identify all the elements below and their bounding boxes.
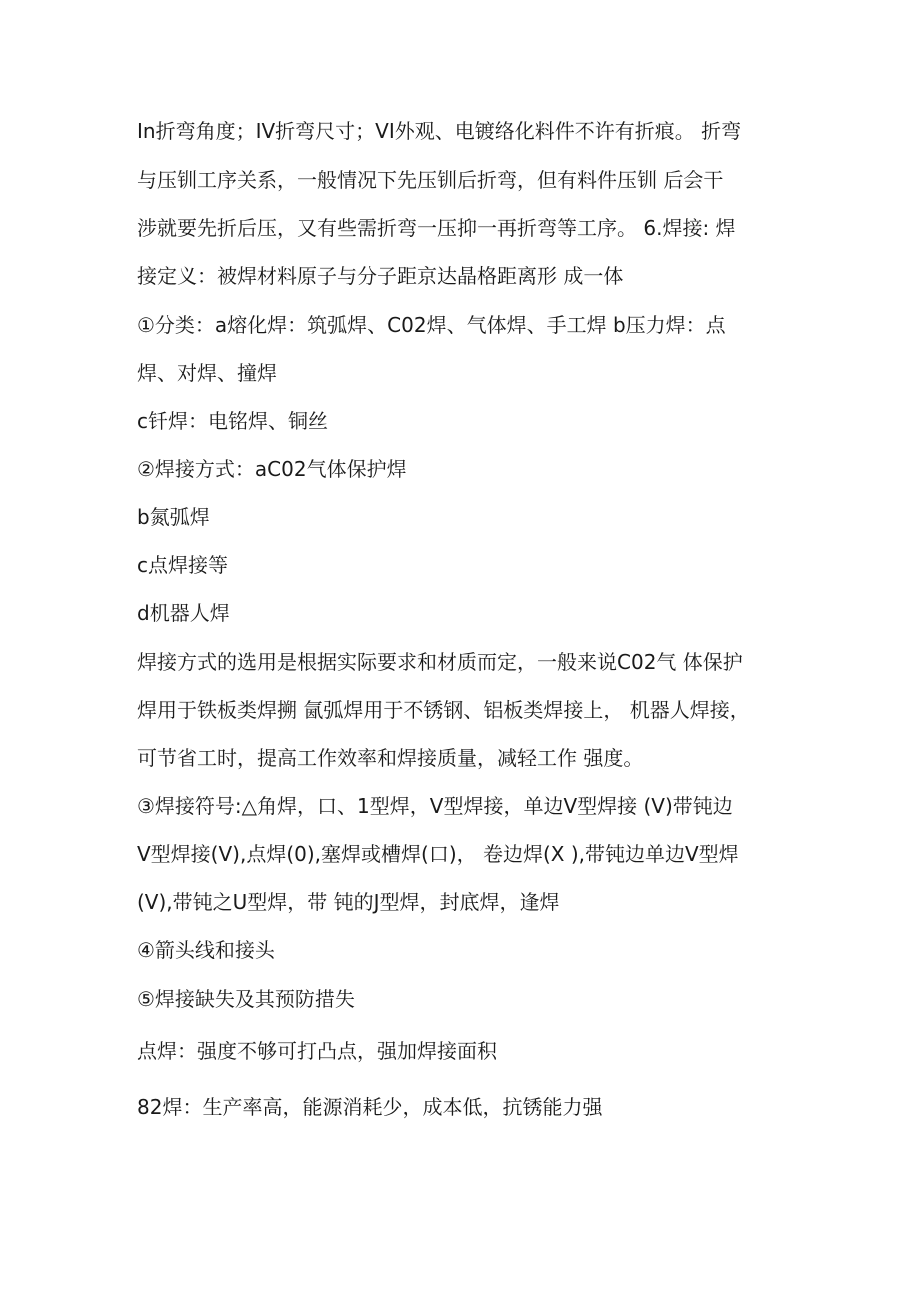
text-line: 涉就要先折后压，又有些需折弯一压抑一再折弯等工序。 6.焊接: 焊 [137, 216, 736, 240]
text-line: b氮弧焊 [137, 505, 210, 529]
text-line: 82焊：生产率高，能源消耗少，成本低，抗锈能力强 [137, 1095, 603, 1119]
text-line: 焊、对焊、撞焊 [137, 361, 277, 385]
text-line: ②焊接方式：aC02气体保护焊 [137, 457, 407, 481]
text-line: 焊用于铁板类焊搠 氤弧焊用于不锈钢、铝板类焊接上， 机器人焊接， [137, 698, 750, 722]
text-line: V型焊接(V),点焊(0),塞焊或槽焊(口)， 卷边焊(X ),带钝边单边V型焊 [137, 842, 739, 866]
text-line: 与压钏工序关系，一般情况下先压钏后折弯，但有料件压钏 后会干 [137, 168, 724, 192]
text-line: c钎焊：电铭焊、铜丝 [137, 409, 328, 433]
text-line: 点焊：强度不够可打凸点，强加焊接面积 [137, 1039, 497, 1063]
text-line: ⑤焊接缺失及其预防措失 [137, 987, 355, 1011]
text-line: ③焊接符号:△角焊，口、1型焊，V型焊接，单边V型焊接 (V)带钝边 [137, 794, 733, 818]
text-line: ①分类：a熔化焊：筑弧焊、C02焊、气体焊、手工焊 b压力焊：点 [137, 313, 726, 337]
text-line: 焊接方式的选用是根据实际要求和材质而定，一般来说C02气 体保护 [137, 650, 743, 674]
text-line: ④箭头线和接头 [137, 938, 275, 962]
text-line: (V),带钝之U型焊，带 钝的J型焊，封底焊，逢焊 [137, 890, 560, 914]
text-line: d机器人焊 [137, 601, 230, 625]
text-line: c点焊接等 [137, 553, 228, 577]
text-line: 可节省工时，提高工作效率和焊接质量，减轻工作 强度。 [137, 746, 644, 770]
text-line: In折弯角度；IV折弯尺寸；VI外观、电镀络化料件不许有折痕。 折弯 [137, 119, 742, 143]
text-line: 接定义：被焊材料原子与分子距京达晶格距离形 成一体 [137, 264, 624, 288]
